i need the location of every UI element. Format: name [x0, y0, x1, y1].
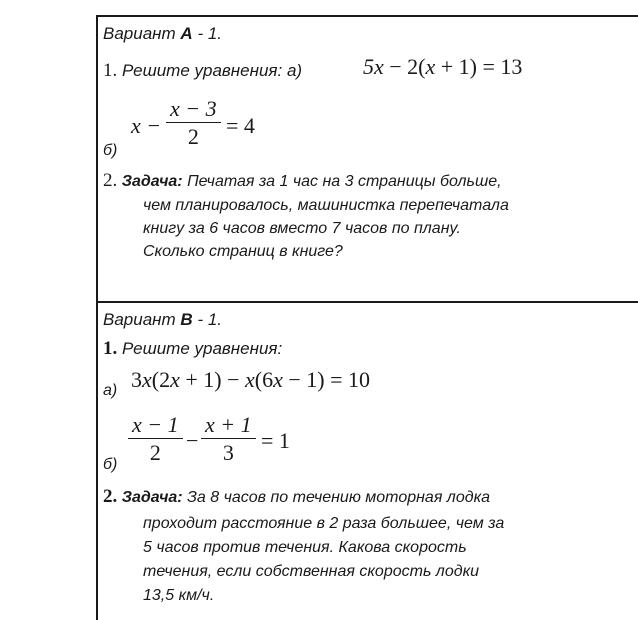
variant-b-equation-a: 3x(2x + 1) − x(6x − 1) = 10: [131, 367, 370, 392]
variant-a-item-b-label: б): [103, 142, 118, 159]
variant-a-fraction: $\frac{x - 3}{2}$: [166, 96, 221, 151]
variant-a-equation-b-lhs: x −: [131, 113, 162, 138]
section-divider: [96, 301, 638, 303]
variant-b-fraction-2: $\frac{x + 1}{3}$: [201, 412, 256, 467]
variant-b-header: Вариант В - 1.: [103, 310, 222, 329]
variant-a-item2: 2. Задача: Печатая за 1 час на 3 страницы больше,: [103, 170, 502, 191]
variant-a-task-body: чем планировалось, машинистка перепечатала книгу за 6 часов вместо 7 часов по плану. Сколько страниц в книге?: [143, 197, 509, 260]
frame-left: [96, 15, 98, 620]
variant-b-item-a-label: а): [103, 382, 118, 399]
variant-a-item1: 1. Решите уравнения: а): [103, 60, 303, 81]
variant-b-item1: 1. Решите уравнения:: [103, 338, 283, 359]
variant-a-equation-b-rhs: = 4: [226, 113, 255, 138]
variant-b-task-body: проходит расстояние в 2 раза большее, чем за 5 часов против течения. Какова скорость течения, если собственная скорость лодки 13,5 км/ч.: [143, 515, 505, 604]
variant-b-equation-b-rhs: = 1: [261, 428, 290, 453]
variant-b-minus: −: [186, 428, 199, 453]
variant-b-item-b-label: б): [103, 456, 118, 473]
variant-a-equation-a: 5x − 2(x + 1) = 13: [363, 54, 523, 79]
variant-b-item2: 2. Задача: За 8 часов по течению моторная лодка: [103, 486, 491, 507]
frame-top: [96, 15, 638, 17]
variant-b-fraction-1: $\frac{x - 1}{2}$: [128, 412, 183, 467]
variant-a-header: Вариант А - 1.: [103, 24, 222, 43]
